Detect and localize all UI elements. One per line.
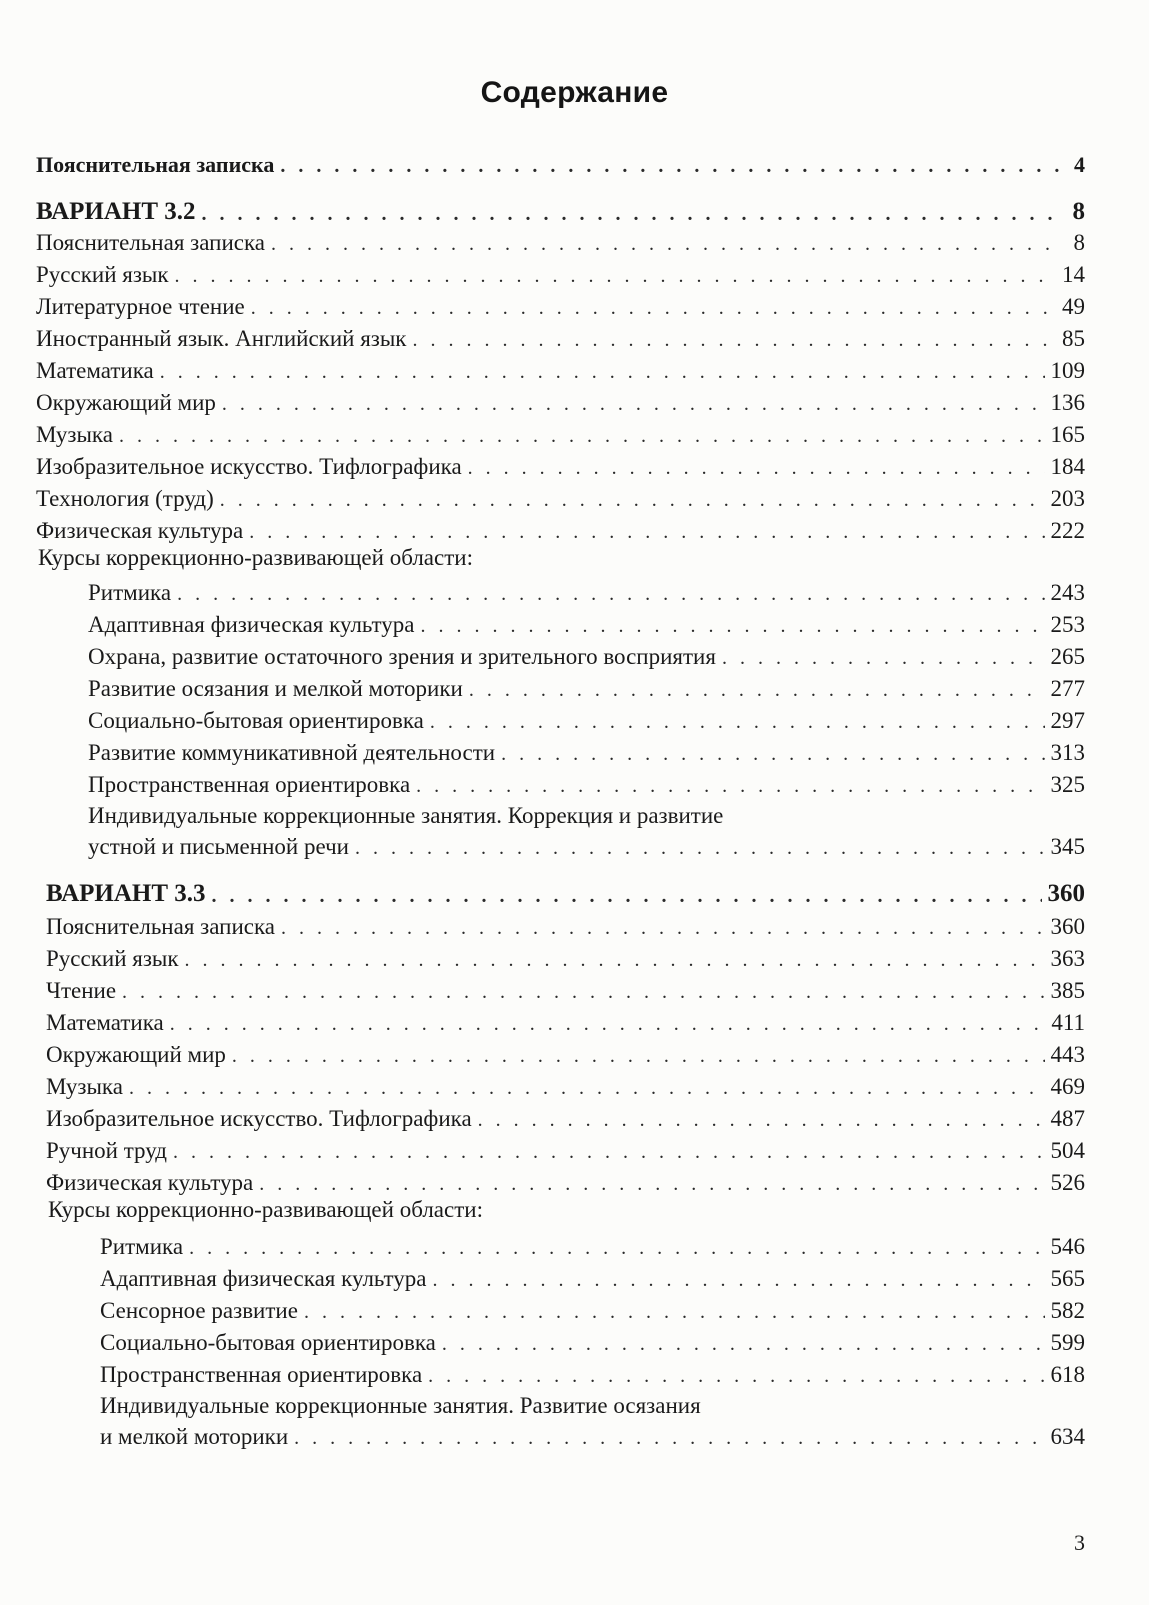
toc-entry[interactable] bbox=[100, 1322, 1085, 1354]
toc-entry-page: 8 bbox=[1072, 198, 1085, 225]
toc-entry-label: Математика bbox=[36, 358, 154, 383]
toc-entry-label: Физическая культура bbox=[36, 518, 244, 543]
toc-entry-page: 582 bbox=[1050, 1298, 1085, 1323]
toc-entry-label: Пространственная ориентировка bbox=[100, 1362, 423, 1387]
toc-entry-label: Математика bbox=[46, 1010, 164, 1035]
toc-entry[interactable] bbox=[88, 636, 1085, 668]
toc-entry-page: 49 bbox=[1062, 294, 1085, 319]
toc-entry-label: Музыка bbox=[36, 422, 113, 447]
toc-entry[interactable] bbox=[36, 446, 1085, 478]
toc-leader-dots bbox=[160, 362, 1045, 382]
toc-entry[interactable] bbox=[46, 1066, 1085, 1098]
toc-leader-dots bbox=[412, 330, 1056, 350]
toc-leader-dots bbox=[222, 394, 1045, 414]
toc-leader-dots bbox=[202, 204, 1059, 224]
toc-entry[interactable] bbox=[100, 1258, 1085, 1290]
toc-leader-dots bbox=[468, 458, 1045, 478]
toc-entry-label: Окружающий мир bbox=[46, 1042, 226, 1067]
toc-entry-page: 243 bbox=[1050, 580, 1085, 605]
toc-leader-dots bbox=[428, 1366, 1044, 1386]
toc-entry-label: Социально-бытовая ориентировка bbox=[88, 708, 424, 733]
toc-entry-page: 109 bbox=[1050, 358, 1085, 383]
toc-entry-page: 599 bbox=[1050, 1330, 1085, 1355]
toc-entry[interactable] bbox=[88, 604, 1085, 636]
toc-entry[interactable] bbox=[46, 1002, 1085, 1034]
toc-entry[interactable] bbox=[46, 1162, 1085, 1194]
toc-leader-dots bbox=[220, 490, 1045, 510]
toc-entry[interactable] bbox=[36, 144, 1085, 176]
toc-entry-page: 443 bbox=[1050, 1042, 1085, 1067]
toc-entry-label: Русский язык bbox=[46, 946, 179, 971]
toc-entry-page: 325 bbox=[1050, 772, 1085, 797]
toc-entry-page: 4 bbox=[1074, 152, 1085, 177]
toc-leader-dots bbox=[170, 1014, 1046, 1034]
toc-leader-dots bbox=[433, 1270, 1045, 1290]
toc-entry[interactable] bbox=[46, 938, 1085, 970]
toc-entry[interactable] bbox=[36, 414, 1085, 446]
toc-entry-label: Физическая культура bbox=[46, 1170, 254, 1195]
toc-entry-label: Изобразительное искусство. Тифлографика bbox=[46, 1106, 472, 1131]
toc-leader-dots bbox=[189, 1238, 1044, 1258]
toc-leader-dots bbox=[501, 744, 1044, 764]
toc-entry[interactable] bbox=[100, 1354, 1085, 1386]
toc-entry-page: 618 bbox=[1050, 1362, 1085, 1387]
toc-entry-page: 165 bbox=[1050, 422, 1085, 447]
toc-leader-dots bbox=[259, 1174, 1044, 1194]
toc-entry-page: 222 bbox=[1050, 518, 1085, 543]
toc-entry[interactable] bbox=[100, 1226, 1085, 1258]
toc-entry[interactable] bbox=[46, 1034, 1085, 1066]
toc-entry-label: Ритмика bbox=[100, 1234, 184, 1259]
toc-entry-label: Пояснительная записка bbox=[36, 152, 275, 177]
page-number: 3 bbox=[1074, 1530, 1085, 1555]
toc-leader-dots bbox=[249, 522, 1044, 542]
toc-entry[interactable] bbox=[100, 1416, 1085, 1448]
toc-entry-label: Адаптивная физическая культура bbox=[100, 1266, 427, 1291]
toc-entry-label: и мелкой моторики bbox=[100, 1424, 289, 1449]
toc-entry-page: 136 bbox=[1050, 390, 1085, 415]
toc-leader-dots bbox=[251, 298, 1056, 318]
toc-leader-dots bbox=[355, 838, 1045, 858]
toc-entry-label-line1: Индивидуальные коррекционные занятия. Коррекция и развитие bbox=[88, 803, 724, 828]
toc-entry-page: 634 bbox=[1050, 1424, 1085, 1449]
toc-entry-label: Пояснительная записка bbox=[46, 914, 276, 939]
toc-leader-dots bbox=[173, 1142, 1044, 1162]
toc-entry-page: 14 bbox=[1062, 262, 1085, 287]
toc-entry[interactable] bbox=[88, 572, 1085, 604]
toc-leader-dots bbox=[271, 234, 1059, 254]
toc-entry[interactable] bbox=[88, 732, 1085, 764]
toc-entry-page: 8 bbox=[1073, 230, 1085, 255]
toc-leader-dots bbox=[469, 680, 1045, 700]
toc-entry-page: 565 bbox=[1050, 1266, 1085, 1291]
toc-entry[interactable] bbox=[88, 764, 1085, 796]
toc-entry-page: 487 bbox=[1050, 1106, 1085, 1131]
toc-entry[interactable] bbox=[36, 318, 1085, 350]
toc-leader-dots bbox=[129, 1078, 1045, 1098]
toc-entry-page: 265 bbox=[1050, 644, 1085, 669]
toc-leader-dots bbox=[304, 1302, 1045, 1322]
toc-entry-page: 385 bbox=[1050, 978, 1085, 1003]
toc-leader-dots bbox=[281, 918, 1044, 938]
toc-entry-page: 526 bbox=[1050, 1170, 1085, 1195]
toc-subsection-heading: Курсы коррекционно-развивающей области: bbox=[48, 1197, 483, 1222]
toc-entry-page: 85 bbox=[1062, 326, 1085, 351]
toc-entry[interactable] bbox=[36, 382, 1085, 414]
toc-entry[interactable] bbox=[36, 222, 1085, 254]
toc-entry-page: 504 bbox=[1050, 1138, 1085, 1163]
toc-entry-page: 203 bbox=[1050, 486, 1085, 511]
toc-entry-page: 313 bbox=[1050, 740, 1085, 765]
toc-entry[interactable] bbox=[36, 286, 1085, 318]
toc-subsection-heading: Курсы коррекционно-развивающей области: bbox=[38, 545, 473, 570]
toc-entry[interactable] bbox=[36, 510, 1085, 542]
page-title: Содержание bbox=[480, 76, 669, 109]
toc-entry-page: 363 bbox=[1050, 946, 1085, 971]
toc-entry-page: 184 bbox=[1050, 454, 1085, 479]
toc-entry[interactable] bbox=[36, 350, 1085, 382]
toc-entry-page: 360 bbox=[1050, 914, 1085, 939]
toc-entry[interactable] bbox=[46, 906, 1085, 938]
toc-entry[interactable] bbox=[88, 826, 1085, 858]
toc-leader-dots bbox=[722, 648, 1045, 668]
toc-entry-label: Развитие осязания и мелкой моторики bbox=[88, 676, 463, 701]
toc-leader-dots bbox=[119, 426, 1045, 446]
toc-entry-page: 469 bbox=[1050, 1074, 1085, 1099]
toc-entry-label: Технология (труд) bbox=[36, 486, 214, 511]
toc-entry[interactable] bbox=[46, 1130, 1085, 1162]
toc-entry-label: Музыка bbox=[46, 1074, 123, 1099]
toc-leader-dots bbox=[212, 886, 1042, 906]
toc-leader-dots bbox=[478, 1110, 1045, 1130]
toc-entry-label-line1: Индивидуальные коррекционные занятия. Развитие осязания bbox=[100, 1393, 701, 1418]
toc-entry-page: 297 bbox=[1050, 708, 1085, 733]
toc-entry-label: устной и письменной речи bbox=[88, 834, 349, 859]
toc-leader-dots bbox=[177, 584, 1044, 604]
toc-entry-label: ВАРИАНТ 3.2 bbox=[36, 198, 196, 225]
toc-entry-page: 411 bbox=[1051, 1010, 1085, 1035]
toc-entry-label: Ритмика bbox=[88, 580, 172, 605]
toc-entry-label: Литературное чтение bbox=[36, 294, 245, 319]
toc-leader-dots bbox=[442, 1334, 1045, 1354]
toc-entry-label: Социально-бытовая ориентировка bbox=[100, 1330, 436, 1355]
toc-entry[interactable] bbox=[46, 1098, 1085, 1130]
toc-entry-page: 277 bbox=[1050, 676, 1085, 701]
toc-entry-label: Окружающий мир bbox=[36, 390, 216, 415]
toc-leader-dots bbox=[416, 776, 1044, 796]
toc-entry-label: Адаптивная физическая культура bbox=[88, 612, 415, 637]
toc-leader-dots bbox=[294, 1428, 1044, 1448]
toc-entry[interactable] bbox=[46, 970, 1085, 1002]
toc-leader-dots bbox=[421, 616, 1045, 636]
toc-section-heading[interactable] bbox=[36, 192, 1085, 224]
toc-entry-label: Ручной труд bbox=[46, 1138, 168, 1163]
toc-leader-dots bbox=[280, 156, 1059, 176]
toc-entry-label: Охрана, развитие остаточного зрения и зрительного восприятия bbox=[88, 644, 716, 669]
toc-entry-page: 360 bbox=[1047, 880, 1085, 907]
toc-leader-dots bbox=[232, 1046, 1045, 1066]
toc-entry[interactable] bbox=[88, 700, 1085, 732]
toc-entry-label: Пространственная ориентировка bbox=[88, 772, 411, 797]
toc-leader-dots bbox=[430, 712, 1045, 732]
toc-entry-label: ВАРИАНТ 3.3 bbox=[46, 880, 206, 907]
toc-entry[interactable] bbox=[100, 1290, 1085, 1322]
toc-section-heading[interactable] bbox=[46, 874, 1085, 906]
toc-entry-label: Сенсорное развитие bbox=[100, 1298, 298, 1323]
toc-entry-label: Изобразительное искусство. Тифлографика bbox=[36, 454, 462, 479]
toc-entry-page: 253 bbox=[1050, 612, 1085, 637]
toc-entry-page: 345 bbox=[1050, 834, 1085, 859]
toc-entry-page: 546 bbox=[1050, 1234, 1085, 1259]
toc-entry-label: Чтение bbox=[46, 978, 117, 1003]
toc-entry[interactable] bbox=[36, 254, 1085, 286]
toc-leader-dots bbox=[175, 266, 1056, 286]
toc-entry-label: Развитие коммуникативной деятельности bbox=[88, 740, 496, 765]
toc-entry[interactable] bbox=[88, 668, 1085, 700]
toc-entry-label: Пояснительная записка bbox=[36, 230, 266, 255]
toc-entry-label: Русский язык bbox=[36, 262, 169, 287]
toc-entry[interactable] bbox=[36, 478, 1085, 510]
toc-entry-label: Иностранный язык. Английский язык bbox=[36, 326, 407, 351]
toc-leader-dots bbox=[122, 982, 1044, 1002]
toc-leader-dots bbox=[185, 950, 1045, 970]
